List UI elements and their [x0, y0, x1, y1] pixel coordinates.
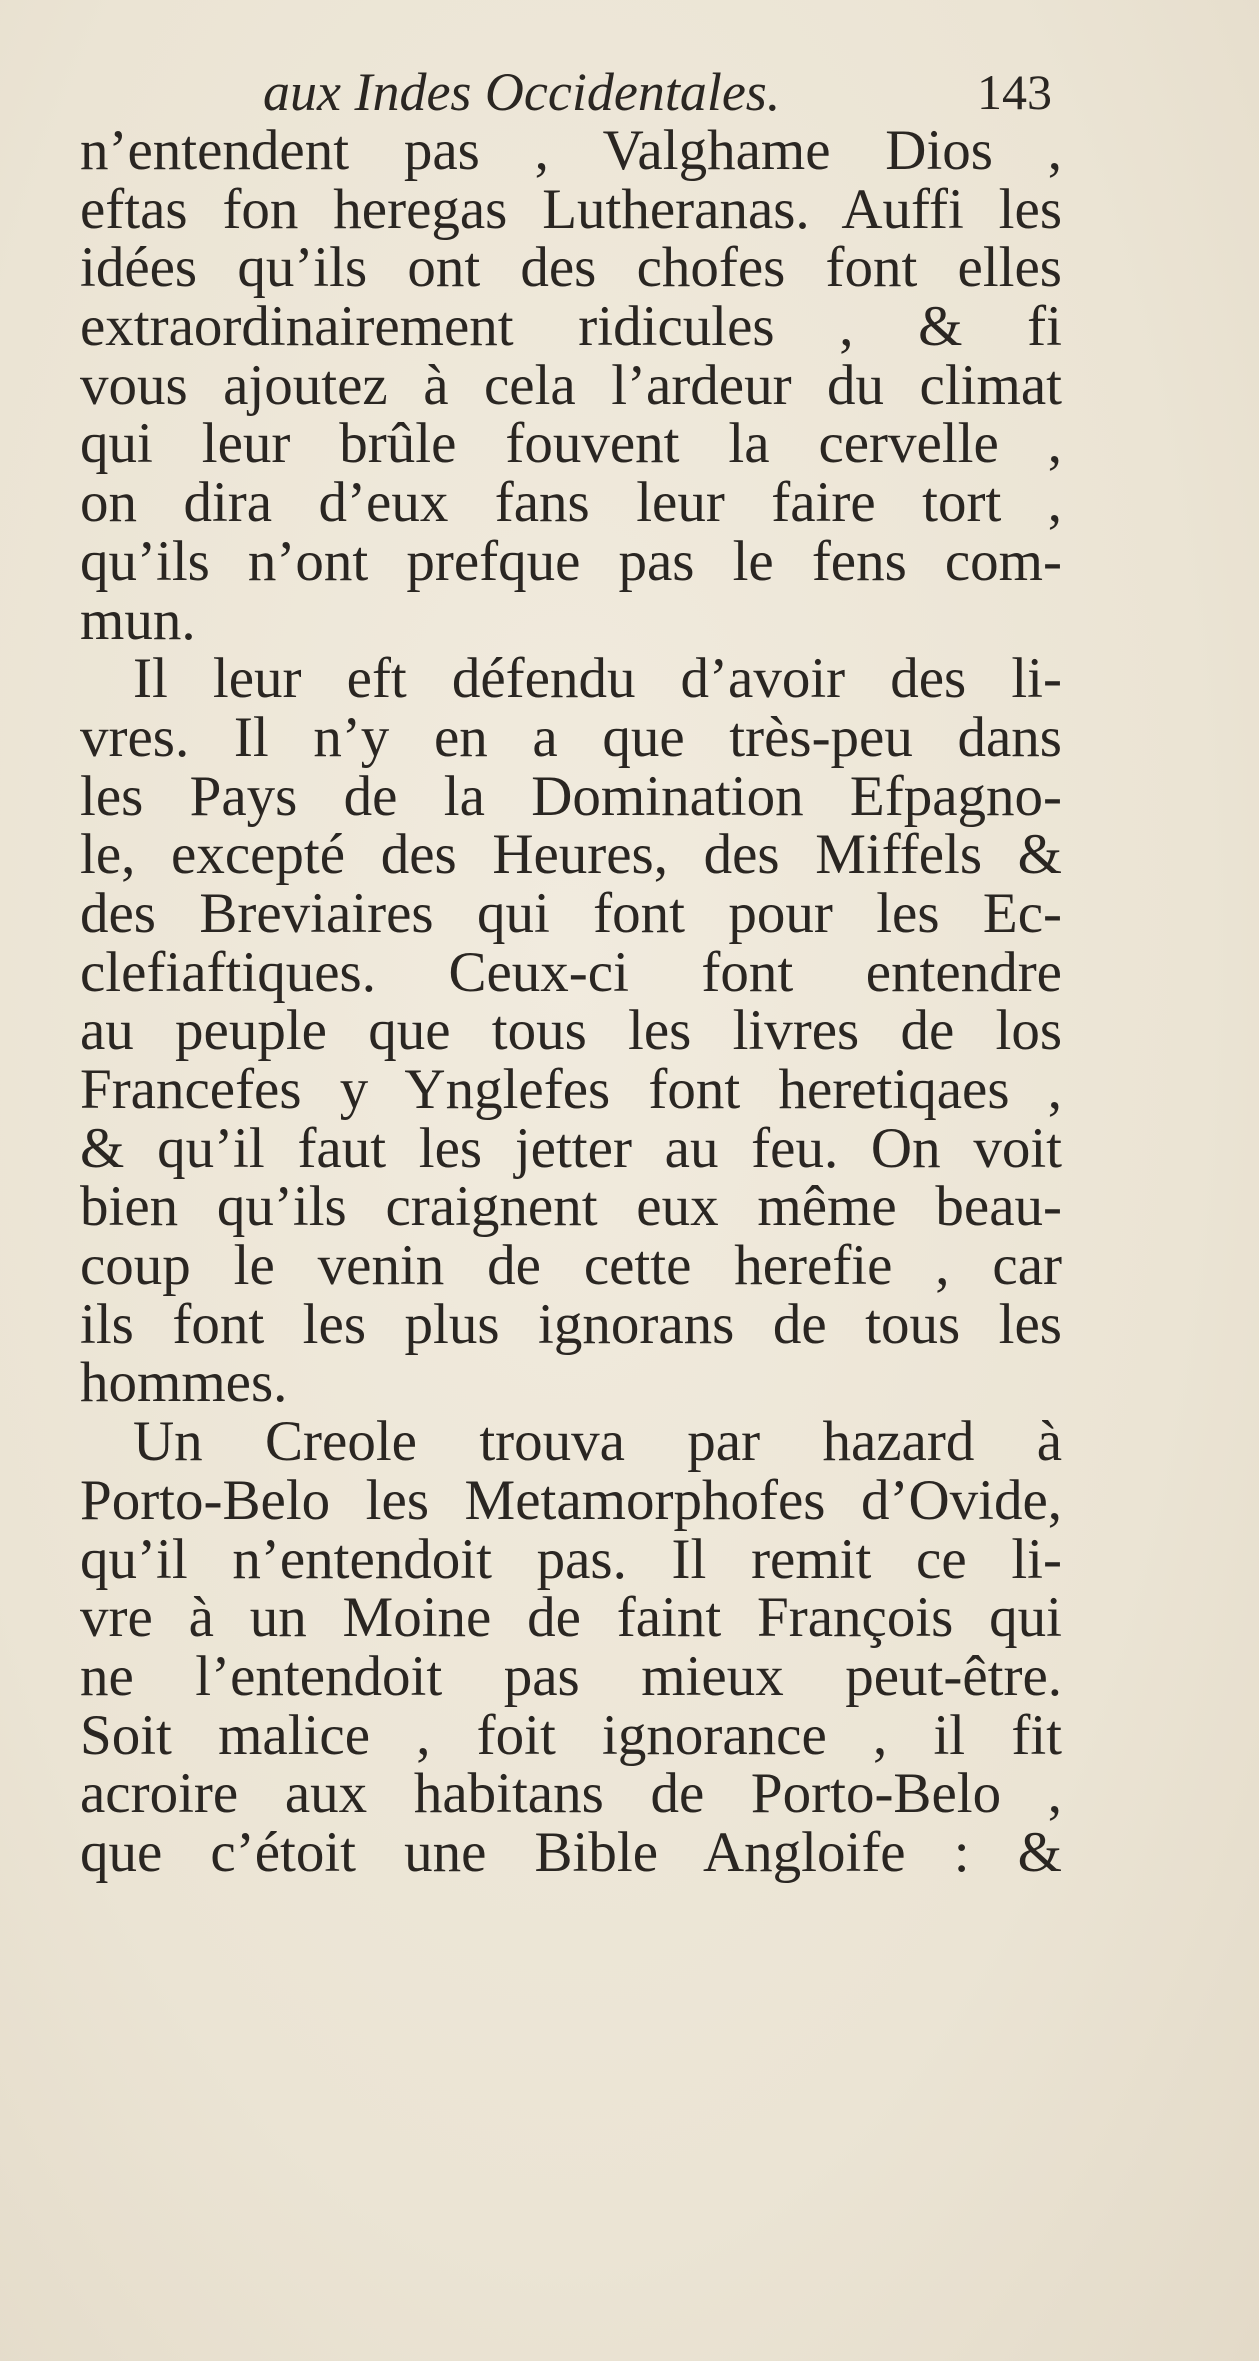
text-line: Francefes y Ynglefes font heretiqaes , [80, 1058, 1062, 1121]
text-line: n’entendent pas , Valghame Dios , [80, 119, 1062, 182]
text-line: clefiaftiques. Ceux-ci font entendre [80, 940, 1062, 1004]
text-line: vres. Il n’y en a que très-peu dans [80, 705, 1062, 769]
text-line: ne l’entendoit pas mieux peut-être. [80, 1644, 1062, 1708]
page-text [80, 62, 1062, 1883]
text-line: on dira d’eux fans leur faire tort , [80, 471, 1062, 535]
text-line: mun. [80, 588, 196, 652]
text-line: extraordinairement ridicules , & fi [80, 295, 1062, 359]
text-line: vre à un Moine de faint François qui [80, 1586, 1062, 1650]
text-line: coup le venin de cette herefie , car [80, 1234, 1062, 1298]
text-line: Soit malice , foit ignorance , il fit [80, 1703, 1062, 1767]
running-head [80, 62, 1062, 122]
text-line: au peuple que tous les livres de los [80, 999, 1062, 1063]
text-line: ils font les plus ignorans de tous les [80, 1292, 1062, 1356]
running-title: aux Indes Occidentales. [263, 62, 781, 122]
text-line: des Breviaires qui font pour les Ec- [80, 881, 1062, 945]
text-line: Il leur eft défendu d’avoir des li- [133, 647, 1062, 711]
text-line: idées qu’ils ont des chofes font elles [80, 236, 1062, 300]
text-line: bien qu’ils craignent eux même beau- [80, 1175, 1062, 1239]
text-line: acroire aux habitans de Porto-Belo , [80, 1762, 1062, 1826]
text-line: qu’ils n’ont prefque pas le fens com- [80, 529, 1062, 593]
text-line: qu’il n’entendoit pas. Il remit ce li- [80, 1527, 1062, 1591]
text-line: Porto-Belo les Metamorphofes d’Ovide, [80, 1468, 1062, 1532]
page-number: 143 [977, 64, 1052, 120]
text-line: eftas fon heregas Lutheranas. Auffi les [80, 177, 1062, 241]
text-line: qui leur brûle fouvent la cervelle , [80, 412, 1062, 476]
text-line: vous ajoutez à cela l’ardeur du climat [80, 353, 1062, 417]
text-line: hommes. [80, 1351, 288, 1415]
text-line: les Pays de la Domination Efpagno- [80, 764, 1062, 828]
text-line: que c’étoit une Bible Angloife : & [80, 1820, 1062, 1884]
text-line: le, excepté des Heures, des Miffels & [80, 823, 1062, 887]
text-line: & qu’il faut les jetter au feu. On voit [80, 1116, 1062, 1180]
text-line: Un Creole trouva par hazard à [133, 1410, 1062, 1474]
